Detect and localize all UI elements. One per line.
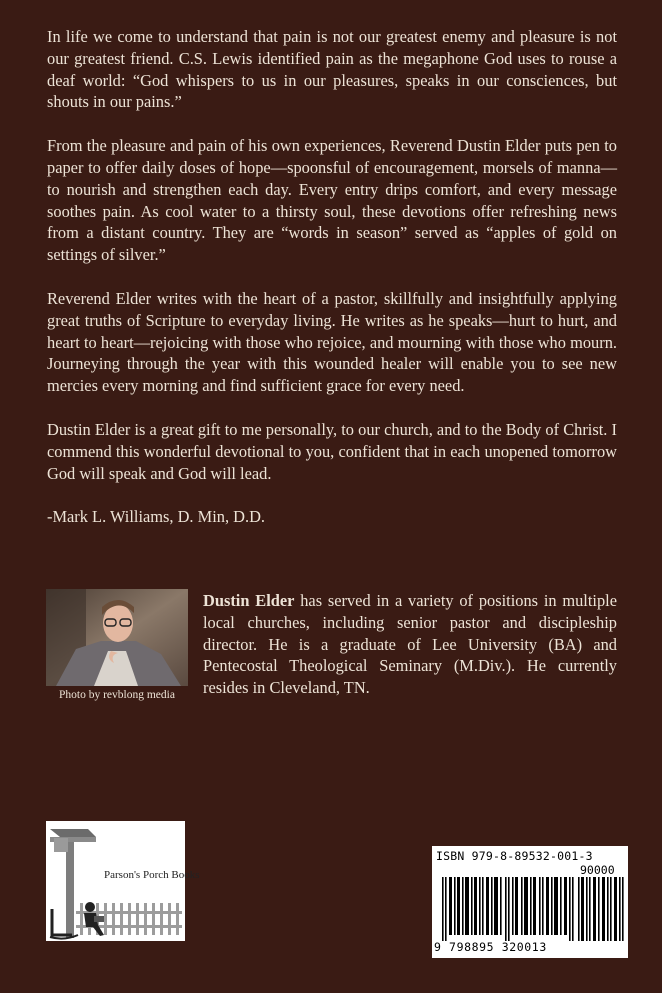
price-addon-bars xyxy=(578,877,624,941)
back-cover-blurb xyxy=(47,26,617,550)
price-code: 90000 xyxy=(580,863,615,877)
barcode-bars xyxy=(442,877,574,941)
author-bio xyxy=(203,590,617,699)
barcode-digits: 9 798895 320013 xyxy=(434,940,547,954)
blurb-paragraph-3: Reverend Elder writes with the heart of a pastor, skillfully and insightfully applying great truths of Scripture to everyday living. He writes as he speaks—hurt to hurt, and heart to heart—rejoicing with those who rejoice, and mourning with those who mourn. Journeying through the year with this wounded healer will enable you to see new mercies every morning and find sufficient grace for every need. xyxy=(47,288,617,396)
publisher-name: Parson's Porch Books xyxy=(104,869,200,881)
blurb-paragraph-4: Dustin Elder is a great gift to me personally, to our church, and to the Body of Christ. I commend this wonderful devotional to you, confident that in each unopened tomorrow God will speak and God will lead. xyxy=(47,419,617,483)
photo-caption: Photo by revblong media xyxy=(59,689,175,701)
publisher-logo xyxy=(46,821,200,941)
author-name: Dustin Elder xyxy=(203,591,295,610)
isbn-barcode xyxy=(432,846,628,958)
blurb-paragraph-2: From the pleasure and pain of his own experiences, Reverend Dustin Elder puts pen to paper to offer daily doses of hope—spoonsful of encouragement, morsels of manna—to nourish and strengthen each day. Every entry drips comfort, and every message soothes pain. As cool water to a thirsty soul, these devotions offer refreshing news from a distant country. They are “words in season” served as “apples of gold on settings of silver.” xyxy=(47,136,617,265)
author-photo xyxy=(46,589,188,686)
blurb-paragraph-1: In life we come to understand that pain is not our greatest enemy and pleasure is not our greatest friend. C.S. Lewis identified pain as the megaphone God uses to rouse a deaf world: “God whispers to us in our pleasures, speaks in our consciences, but shouts in our pains.” xyxy=(47,27,617,112)
endorsement-signature: -Mark L. Williams, D. Min, D.D. xyxy=(47,507,266,527)
isbn-number: ISBN 979-8-89532-001-3 xyxy=(436,849,593,863)
author-bio-text: has served in a variety of positions in multiple local churches, including senior pastor and discipleship director. He is a graduate of Lee University (BA) and Pentecostal Theological Seminary (M.Div.). He currently resides in Cleveland, TN. xyxy=(203,591,617,698)
